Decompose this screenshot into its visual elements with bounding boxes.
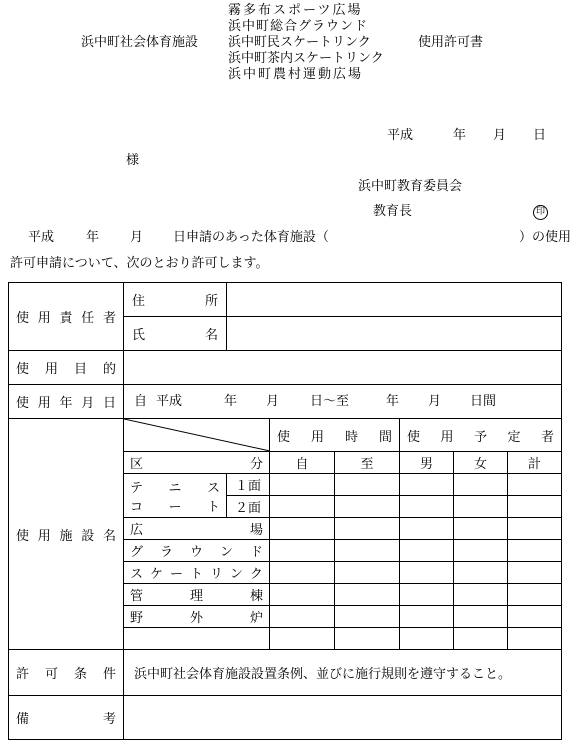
col-from: 自: [270, 452, 335, 474]
cell[interactable]: [400, 562, 454, 584]
remarks-label-cell: [9, 696, 124, 740]
cell[interactable]: [335, 518, 400, 540]
facility-label: 使 用 施 設 名: [16, 528, 116, 544]
title-prefix: 浜中町社会体育施設: [81, 35, 199, 50]
date-value-year-2: 年: [386, 393, 400, 409]
cell[interactable]: [508, 628, 562, 650]
cell[interactable]: [508, 584, 562, 606]
cell[interactable]: [400, 518, 454, 540]
date-month: 月: [493, 128, 507, 143]
cell[interactable]: [400, 584, 454, 606]
date-field[interactable]: [124, 385, 562, 419]
cell[interactable]: [508, 496, 562, 518]
cell[interactable]: [270, 606, 335, 628]
remarks-field[interactable]: [124, 696, 562, 740]
row-label-skating-rink: ス ケ ー ト リ ン ク: [130, 567, 263, 582]
date-value-day-total: 日間: [470, 393, 497, 409]
date-day: 日: [533, 128, 547, 143]
col-male: 男: [400, 452, 454, 474]
cell[interactable]: [335, 628, 400, 650]
issuer-org: 浜中町教育委員会: [358, 179, 463, 194]
time-header-cell: [270, 419, 400, 452]
facility-name-4: 浜中町茶内スケートリンク: [228, 51, 384, 66]
col-planned: 使 用 予 定 者: [407, 429, 555, 445]
cell[interactable]: [270, 584, 335, 606]
cell[interactable]: [270, 474, 335, 496]
purpose-field[interactable]: [124, 351, 562, 385]
tennis-line-1: テ ニ ス: [130, 480, 220, 496]
cell[interactable]: [508, 474, 562, 496]
date-value-month-2: 月: [428, 393, 442, 409]
cell[interactable]: [454, 584, 508, 606]
row-label-admin-building: 管 理 棟: [130, 589, 263, 604]
conditions-label-cell: [9, 650, 124, 696]
facility-name-3: 浜中町民スケートリンク: [228, 35, 371, 50]
cell[interactable]: [270, 562, 335, 584]
purpose-label-cell: [9, 351, 124, 385]
seal-mark: [533, 203, 548, 220]
facility-label-cell: [9, 419, 124, 650]
cell[interactable]: [270, 496, 335, 518]
tennis-line-2: コ ー ト: [130, 499, 220, 515]
cell[interactable]: [454, 562, 508, 584]
body-month: 月: [130, 230, 144, 245]
conditions-text: 浜中町社会体育施設設置条例、並びに施行規則を遵守すること。: [124, 650, 562, 696]
row-label-hiroba: 広 場: [130, 523, 263, 538]
cell[interactable]: [270, 540, 335, 562]
issuer-title: 教育長: [373, 204, 413, 219]
row-label-cell: [124, 540, 270, 562]
facility-name-1: 霧多布スポーツ広場: [228, 3, 363, 18]
tennis-court-cell: [124, 474, 227, 518]
cell[interactable]: [508, 540, 562, 562]
date-value-year: 年: [224, 393, 238, 409]
row-label-outdoor-hearth: 野 外 炉: [130, 611, 263, 626]
responsible-label-cell: [9, 283, 124, 351]
body-day-phrase: 日申請のあった体育施設（: [173, 230, 329, 245]
facility-name-5: 浜中町農村運動広場: [228, 67, 364, 82]
date-value-month: 月: [266, 393, 280, 409]
court-2-label: ２面: [227, 496, 270, 518]
address-label: 住 所: [132, 294, 218, 309]
cell[interactable]: [335, 540, 400, 562]
date-era: 平成: [387, 128, 414, 143]
col-to: 至: [335, 452, 400, 474]
name-label-cell: [124, 317, 227, 351]
cell[interactable]: [400, 606, 454, 628]
col-total: 計: [508, 452, 562, 474]
date-label-cell: [9, 385, 124, 419]
cell[interactable]: [400, 496, 454, 518]
address-label-cell: [124, 283, 227, 317]
title-suffix: 使用許可書: [418, 35, 484, 50]
date-value-line: [124, 394, 561, 410]
date-label: 使 用 年 月 日: [16, 396, 116, 411]
date-value-era: 平成: [156, 393, 183, 409]
facility-name-2: 浜中町総合グラウンド: [228, 19, 369, 34]
body-line-2: 許可申請について、次のとおり許可します。: [10, 256, 269, 271]
remarks-label: 備 考: [16, 712, 116, 727]
cell[interactable]: [508, 606, 562, 628]
col-time: 使 用 時 間: [277, 429, 392, 445]
cell[interactable]: [400, 474, 454, 496]
cell[interactable]: [454, 518, 508, 540]
row-label-cell: [124, 584, 270, 606]
cell[interactable]: [508, 562, 562, 584]
col-division: 区 分: [130, 457, 263, 472]
row-label-cell: [124, 562, 270, 584]
cell[interactable]: [335, 584, 400, 606]
row-label-ground: グ ラ ウ ン ド: [130, 545, 263, 560]
cell[interactable]: [335, 474, 400, 496]
cell[interactable]: [454, 496, 508, 518]
row-label-cell: [124, 606, 270, 628]
purpose-label: 使 用 目 的: [16, 362, 116, 377]
cell[interactable]: [335, 606, 400, 628]
date-value-day-to: 日〜至: [310, 393, 350, 409]
name-label: 氏 名: [132, 328, 218, 343]
cell[interactable]: [270, 518, 335, 540]
body-year: 年: [86, 230, 100, 245]
cell[interactable]: [454, 606, 508, 628]
conditions-label: 許 可 条 件: [16, 667, 116, 682]
responsible-label: 使 用 責 任 者: [16, 311, 116, 326]
cell[interactable]: [508, 518, 562, 540]
row-label-blank[interactable]: [124, 628, 270, 650]
seal-icon: 印: [533, 205, 548, 220]
cell[interactable]: [454, 474, 508, 496]
addressee-suffix: 様: [126, 153, 140, 168]
name-field[interactable]: [227, 317, 562, 351]
col-female: 女: [454, 452, 508, 474]
cell[interactable]: [335, 496, 400, 518]
row-label-cell: [124, 518, 270, 540]
cell[interactable]: [335, 562, 400, 584]
court-1-label: １面: [227, 474, 270, 496]
cell[interactable]: [454, 540, 508, 562]
diagonal-header-cell: [124, 419, 270, 452]
cell[interactable]: [400, 628, 454, 650]
permit-form-table: [8, 282, 562, 740]
planned-header-cell: [400, 419, 562, 452]
body-era: 平成: [28, 230, 55, 245]
address-field[interactable]: [227, 283, 562, 317]
division-header-cell: [124, 452, 270, 474]
diagonal-line: [124, 419, 270, 451]
cell[interactable]: [270, 628, 335, 650]
cell[interactable]: [400, 540, 454, 562]
date-from: 自: [134, 393, 148, 409]
body-paren-close: ）の使用: [519, 230, 572, 245]
cell[interactable]: [454, 628, 508, 650]
date-year: 年: [453, 128, 467, 143]
